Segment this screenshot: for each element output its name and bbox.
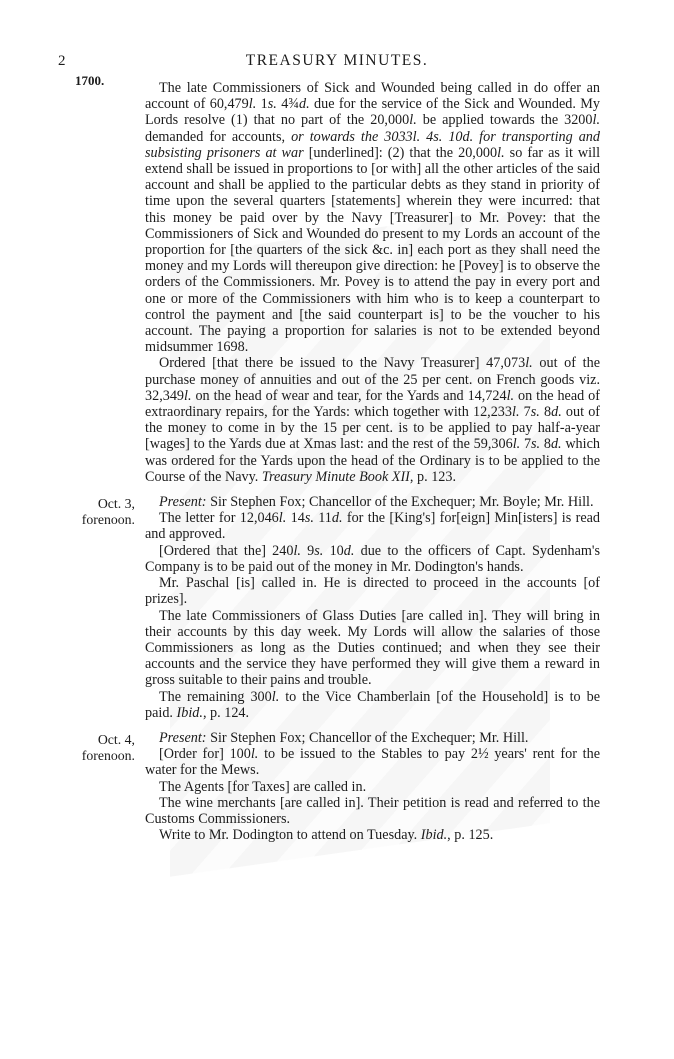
paragraph-sydenham-company: [Ordered that the] 240l. 9s. 10d. due to the officers of Capt. Sydenham's Company is to be paid out of the money in Mr. Dodington's hands. [145,542,600,575]
paragraph-glass-duties: The late Commissioners of Glass Duties [are called in]. They will bring in their accounts by this day week. My Lords will allow the salaries of those Commissioners as long as the Duties continued; and when they see their accounts and the service they have performed they will give them a reward in gross suitable to their pains and trouble. [145,607,600,689]
paragraph-agents: The Agents [for Taxes] are called in. [159,778,367,795]
page-number: 2 [58,53,66,69]
paragraph-wine-merchants: The wine merchants [are called in]. Their petition is read and referred to the Customs Commissioners. [145,794,600,827]
body-column [81,80,601,844]
paragraph-sick-and-wounded: The late Commissioners of Sick and Wounded being called in do offer an account of 60,479l. 1s. 4¾d. due for the service of the Sick and Wounded. My Lords resolve (1) that no part of the 20,000l. be applied towards the 3200l. demanded for accounts, or towards the 3033l. 4s. 10d. for transporting and subsisting prisoners at war [underlined]: (2) that the 20,000l. so far as it will extend shall be issued in proportions to [or with] all the other articles of the said account and shall be applied to the particular debts as they stand in priority of time upon the several quarters [statements] wherein they were incurred: that this money be paid over by the Navy [Treasurer] to Mr. Povey: that the Commissioners of Sick and Wounded do present to my Lords an account of the proportion for [the quarters of the sick &c. in] each port as they shall need the money and my Lords will thereupon give direction: he [Povey] is to observe the orders of the Commissioners. Mr. Povey is to attend the pay in every port and one or more of the Commissioners with him who is to keep a counterpart to control the payment and [the said counterpart is] to be the voucher to his account. The paying a proportion for salaries is not to be extended beyond midsummer 1698. [145,80,601,356]
paragraph-present-oct-3: Present: Sir Stephen Fox; Chancellor of the Exchequer; Mr. Boyle; Mr. Hill. [159,494,594,511]
paragraph-ministers-letter: The letter for 12,046l. 14s. 11d. for the [King's] for[eign] Min[isters] is read and approved. [145,510,601,543]
entry-oct-4 [81,729,600,844]
running-head: TREASURY MINUTES. [245,52,429,69]
margin-date-oct-3: Oct. 3, forenoon. [81,496,135,528]
paragraph-stables: [Order for] 100l. to be issued to the Stables to pay 2½ years' rent for the water for the Mews. [145,746,600,779]
paragraph-navy-order: Ordered [that there be issued to the Navy Treasurer] 47,073l. out of the purchase money of annuities and out of the 25 per cent. on French goods viz. 32,349l. on the head of wear and tear, for the Yards and 14,724l. on the head of extraordinary repairs, for the Yards: which together with 12,233l. 7s. 8d. out of the money to come in by the 15 per cent. is to be applied to pay half-a-year [wages] to the Yards due at Xmas last: and the rest of the 59,306l. 7s. 8d. which was ordered for the Yards upon the head of the Ordinary is to be applied to the Course of the Navy. Treasury Minute Book XII, p. 123. [145,355,601,485]
paragraph-vice-chamberlain: The remaining 300l. to the Vice Chamberlain [of the Household] is to be paid. Ibid., p. 124. [145,688,600,721]
margin-date-oct-4: Oct. 4, forenoon. [81,731,135,764]
paragraph-dodington: Write to Mr. Dodington to attend on Tuesday. Ibid., p. 125. [159,827,494,844]
paragraph-paschal: Mr. Paschal [is] called in. He is directed to proceed in the accounts [of prizes]. [145,575,600,608]
year-label: 1700. [75,73,105,88]
entry-oct-3 [81,494,601,721]
paragraph-present-oct-4: Present: Sir Stephen Fox; Chancellor of the Exchequer; Mr. Hill. [159,729,529,746]
